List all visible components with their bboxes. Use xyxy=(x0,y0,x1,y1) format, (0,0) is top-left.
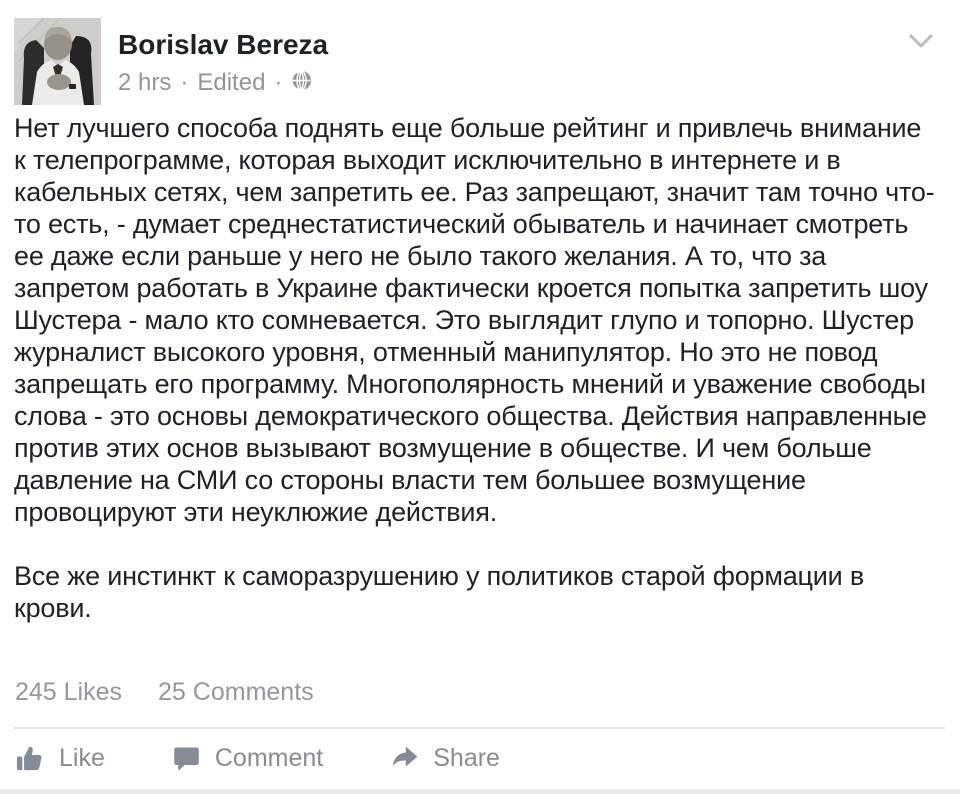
thumbs-up-icon xyxy=(15,743,46,774)
avatar-portrait xyxy=(14,18,101,105)
avatar[interactable] xyxy=(14,18,101,105)
divider xyxy=(14,727,945,729)
chevron-down-icon[interactable] xyxy=(908,32,934,55)
comment-button[interactable] xyxy=(171,743,323,774)
share-button[interactable] xyxy=(389,743,500,774)
action-bar xyxy=(15,736,500,780)
meta-separator: · xyxy=(180,68,189,96)
comment-label: Comment xyxy=(214,743,324,772)
author-name[interactable]: Borislav Bereza xyxy=(118,29,329,60)
post-meta xyxy=(118,68,312,97)
meta-separator: · xyxy=(274,68,283,96)
stats-row xyxy=(15,678,314,707)
speech-bubble-icon xyxy=(171,743,202,774)
share-arrow-icon xyxy=(389,743,420,774)
edited-label: Edited xyxy=(197,68,266,96)
like-label: Like xyxy=(59,743,105,772)
post-body-text xyxy=(14,112,938,624)
post-paragraph: Все же инстинкт к саморазрушению у политиков старой формации в крови. xyxy=(14,561,864,623)
timestamp[interactable]: 2 hrs xyxy=(118,68,172,96)
post-paragraph: Нет лучшего способа поднять еще больше рейтинг и привлечь внимание к телепрограмме, которая выходит исключительно в интернете и в кабельных сетях, чем запретить ее. Раз запрещают, значит там точно что-то есть, - думает среднестатистический обыватель и начинает смотреть ее даже если раньше у него не было такого желания. А то, что за запретом работать в Украине фактически кроется попытка запретить шоу Шустера - мало кто сомневается. Это выглядит глупо и топорно. Шустер журналист высокого уровня, отменный манипулятор. Но это не повод запрещать его программу. Многополярность мнений и уважение свободы слова - это основы демократического общества. Действия направленные против этих основ вызывают возмущение в обществе. И чем больше давление на СМИ со стороны власти тем большее возмущение провоцируют эти неуклюжие действия. xyxy=(14,113,935,527)
comments-count[interactable]: 25 Comments xyxy=(158,678,314,706)
globe-icon xyxy=(291,70,312,97)
post-header xyxy=(0,0,960,110)
share-label: Share xyxy=(433,743,500,772)
bottom-strip xyxy=(0,789,960,794)
like-button[interactable] xyxy=(15,743,105,774)
likes-count[interactable]: 245 Likes xyxy=(15,678,123,706)
